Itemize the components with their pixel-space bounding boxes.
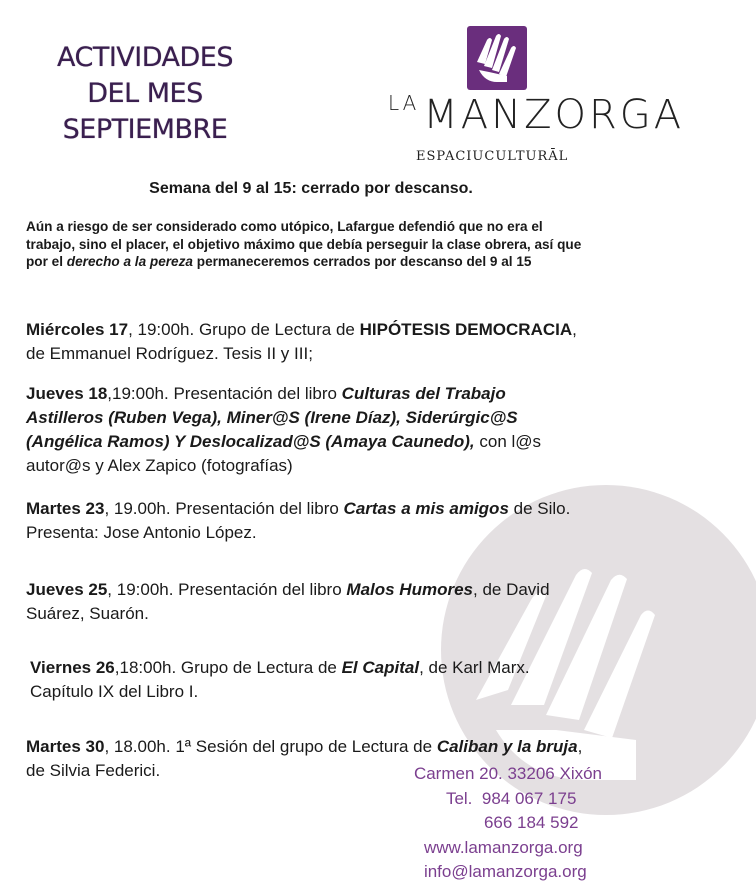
phone-1[interactable]: 984 067 175 [481,788,577,808]
logo-subtitle: ESPACIUCULTURĀL [416,149,569,164]
page-title [30,40,260,148]
event-text: , 19.00h. Presentación del libro [104,499,344,518]
event-day: Viernes 26 [30,658,115,677]
event-text: , 19:00h. Presentación del libro [107,580,347,599]
event-text: , 19:00h. Grupo de Lectura de [128,320,360,339]
contact-phone-line [414,787,602,812]
event-item [26,578,586,626]
event-day: Martes 23 [26,499,105,518]
event-day: Jueves 25 [26,580,108,599]
event-text: , de Silvia Federici. [26,737,583,780]
event-title: Caliban y la bruja [436,737,578,756]
intro-text-1: Aún a riesgo de ser considerado como utópico, Lafargue defendió que no era el trabajo, sino el placer, el objetivo máximo que debía perseguir la clase obrera, así que por el [26,219,582,269]
logo-name: MANZORGA [423,92,685,138]
event-item [26,382,586,478]
title-line-3: SEPTIEMBRE [62,114,228,145]
event-day: Jueves 18 [26,384,108,403]
event-title: Malos Humores [346,580,473,599]
logo-wordmark [388,91,685,138]
event-text: , 18.00h. 1ª Sesión del grupo de Lectura de [104,737,437,756]
title-line-1: ACTIVIDADES [56,42,233,73]
email-link[interactable]: info@lamanzorga.org [423,862,587,881]
contact-block [414,762,602,885]
title-line-2: DEL MES [87,78,203,109]
logo-icon-box [467,26,527,90]
event-title: El Capital [341,658,420,677]
hand-icon [467,26,527,90]
intro-italic: derecho a la pereza [66,254,193,269]
logo-la: LA [388,91,420,115]
event-title: Cartas a mis amigos [343,499,509,518]
phone-label: Tel. [445,788,473,808]
event-text: , de Karl Marx. Capítulo IX del Libro I. [30,658,530,701]
event-title: HIPÓTESIS DEMOCRACIA [359,320,573,339]
event-text: , de Emmanuel Rodríguez. Tesis II y III; [26,320,577,363]
event-day: Martes 30 [26,737,105,756]
event-text: ,18:00h. Grupo de Lectura de [114,658,342,677]
event-item [26,318,586,366]
event-text: , de David Suárez, Suarón. [26,580,550,623]
phone-2[interactable]: 666 184 592 [483,813,579,832]
event-text: con l@s autor@s y Alex Zapico (fotografías) [26,432,542,475]
event-item [26,497,586,545]
event-item [30,656,586,704]
intro-paragraph [26,218,586,271]
event-text: de Silo. Presenta: Jose Antonio López. [26,499,571,542]
contact-address: Carmen 20. 33206 Xixón [413,764,602,783]
event-day: Miércoles 17 [26,320,129,339]
intro-text-2: permaneceremos cerrados por descanso del 9 al 15 [192,254,532,269]
event-title: Culturas del Trabajo Astilleros (Ruben Vega), Miner@S (Irene Díaz), Siderúrgic@S (Angélica Ramos) Y Deslocalizad@S (Amaya Caunedo), [26,384,518,451]
closure-notice: Semana del 9 al 15: cerrado por descanso. [149,180,473,197]
website-link[interactable]: www.lamanzorga.org [423,837,583,857]
event-text: ,19:00h. Presentación del libro [107,384,342,403]
